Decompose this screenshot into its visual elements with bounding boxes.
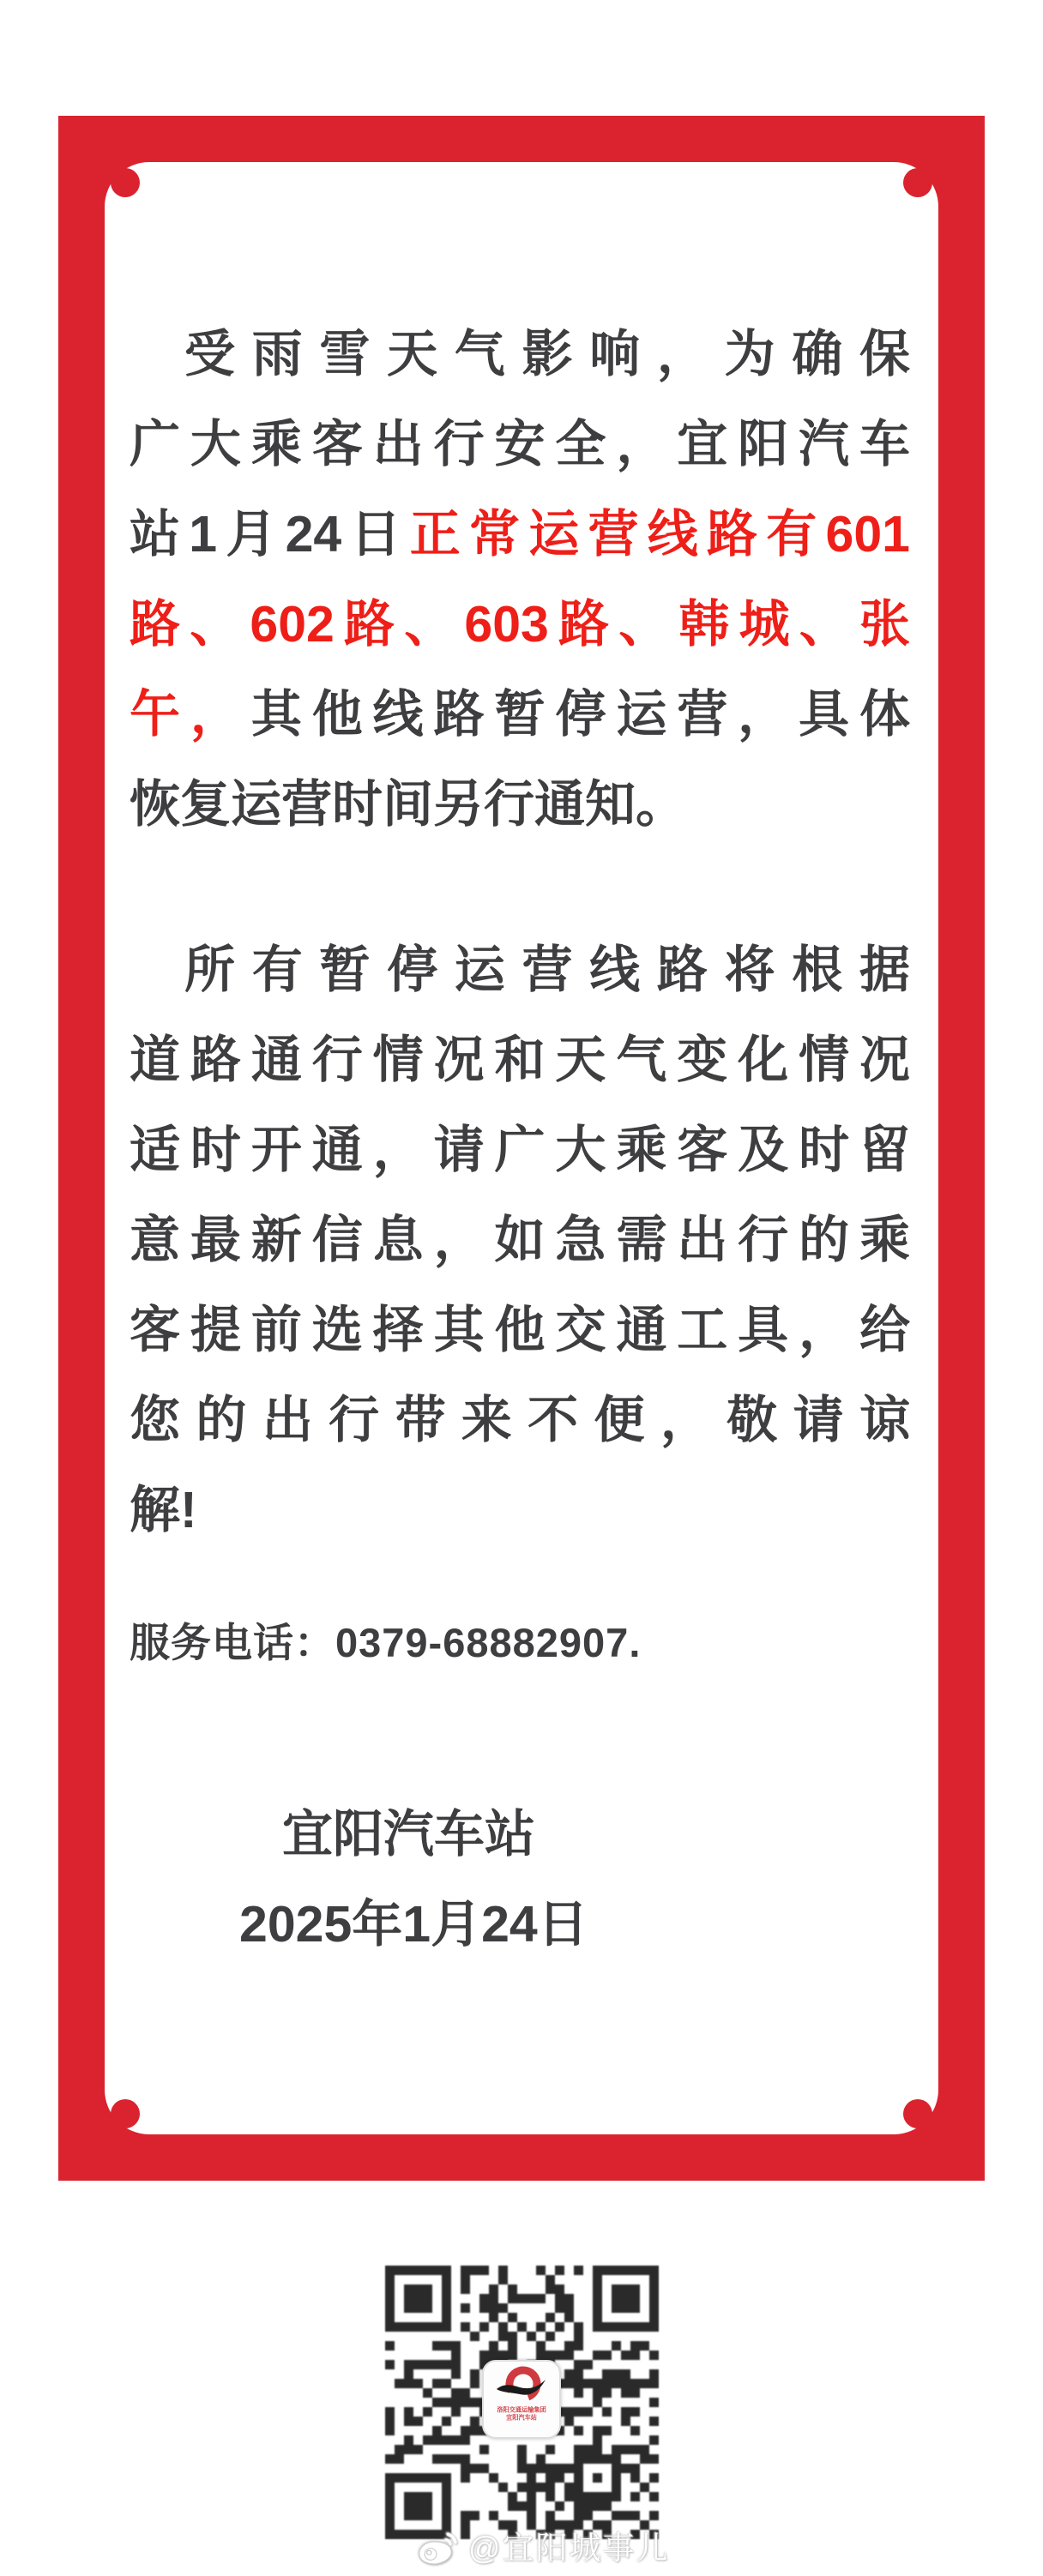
text-segment: 广大乘客出行安全，宜阳汽车 [130,416,910,472]
text-segment: 道路通行情况和天气变化情况 [130,1032,910,1088]
signature-line: 宜阳汽车站 [282,1806,536,1863]
watermark-text: @宜阳城事儿 [468,2531,670,2566]
text-segment: 其他线路暂停运营，具体 [250,686,910,743]
text-segment: 解! [130,1482,197,1538]
text-segment: 您的出行带来不便，敬请谅 [130,1392,910,1448]
red-frame-border [58,116,985,2181]
text-segment: 站1月24日 [130,506,410,563]
text-line [130,310,910,400]
qr-logo-text-line1: 洛阳交通运输集团 [497,2406,546,2414]
service-phone-line: 服务电话：0379-68882907. [130,1620,642,1665]
text-segment: 受雨雪天气影响，为确保 [184,326,910,382]
text-segment: 午， [130,686,251,743]
weibo-icon [417,2531,458,2567]
watermark [417,2528,670,2569]
text-line [130,1195,910,1285]
text-segment: 恢复运营时间另行通知。 [130,776,687,833]
notice-card [105,162,938,2134]
date-line: 2025年1月24日 [239,1896,588,1953]
text-line [130,1375,910,1466]
paragraph [130,925,910,1556]
text-segment: 所有暂停运营线路将根据 [184,942,910,998]
text-line [130,400,910,490]
qr-center-logo [482,2360,561,2439]
text-line [130,580,910,670]
qr-logo-text-line2: 宜阳汽车站 [506,2414,537,2422]
text-line [130,925,910,1015]
text-line [130,760,910,850]
text-segment: 客提前选择其他交通工具，给 [130,1302,910,1358]
text-line [130,670,910,760]
text-segment: 适时开通，请广大乘客及时留 [130,1122,910,1178]
logo-bird-icon [495,2365,548,2406]
text-line [130,490,910,580]
text-segment: 正常运营线路有601 [409,506,910,563]
text-line [130,1466,910,1556]
text-segment: 路、602路、603路、韩城、张 [130,596,910,653]
text-line [130,1105,910,1195]
paragraph [130,310,910,850]
text-line [130,1015,910,1105]
qr-code [385,2266,659,2539]
text-segment: 意最新信息，如急需出行的乘 [130,1212,910,1268]
text-line [130,1285,910,1375]
paragraphs [130,310,910,1556]
notice-body [130,162,910,2134]
